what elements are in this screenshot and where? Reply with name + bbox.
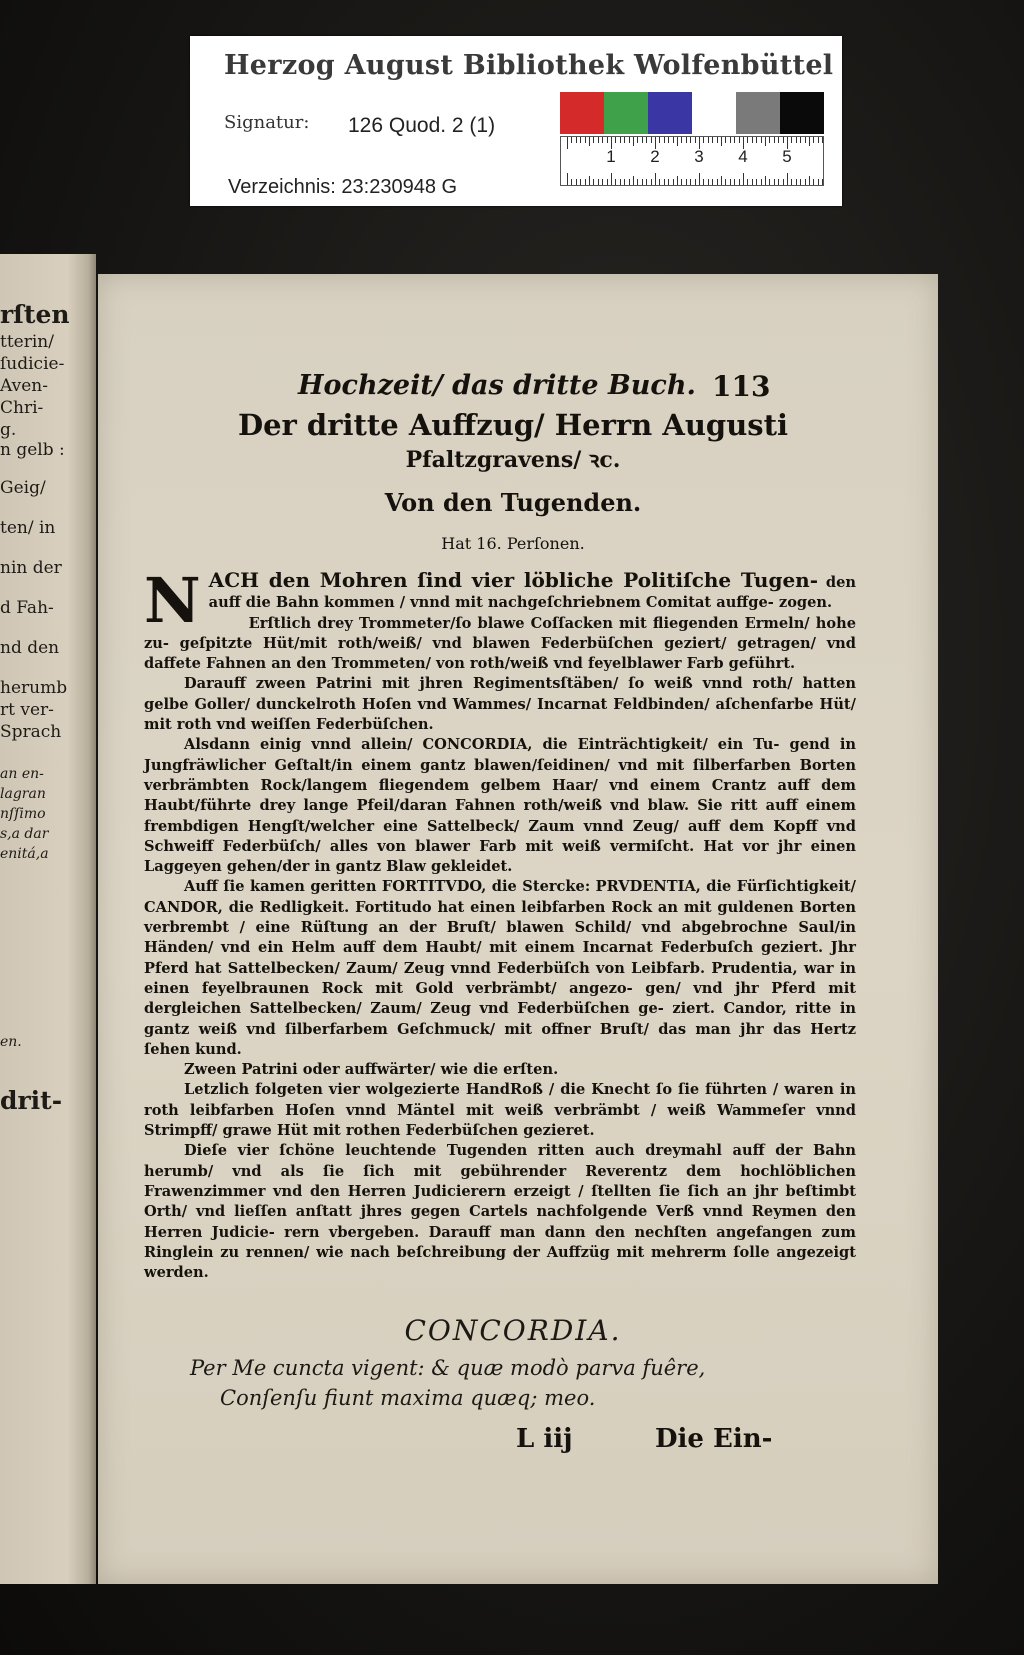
ruler-tick: [585, 137, 586, 143]
ruler-tick: [620, 137, 621, 143]
ruler-tick: [818, 137, 819, 143]
ruler-tick: [585, 179, 586, 185]
ruler-tick: [708, 179, 709, 185]
ruler-tick: [752, 179, 753, 185]
left-page-line: ten/ in: [0, 518, 56, 538]
running-head: Hochzeit/ das dritte Buch.: [298, 370, 696, 401]
left-page-line: herumb: [0, 678, 68, 698]
ruler-tick: [686, 137, 687, 143]
left-page-line: Chri-: [0, 398, 44, 418]
signature-mark: L iij: [516, 1424, 573, 1454]
ruler-tick: [822, 137, 823, 143]
catalog-line: [228, 176, 457, 199]
ruler-tick: [730, 179, 731, 185]
verse-line: Conſenſu fiunt maxima quæq; meo.: [220, 1386, 596, 1410]
ruler-tick: [734, 179, 735, 185]
ruler-tick: [712, 179, 713, 185]
ruler-number: 4: [738, 147, 748, 166]
ruler-tick: [668, 179, 669, 185]
ruler-tick: [743, 173, 744, 185]
section-title-line-2: Pfaltzgravens/ ꝛc.: [405, 447, 621, 473]
ruler-tick: [637, 137, 638, 143]
ruler-tick: [642, 137, 643, 143]
ruler-tick: [761, 137, 762, 143]
ruler-tick: [717, 179, 718, 185]
ruler-tick: [571, 179, 572, 185]
page-number: 113: [712, 370, 771, 403]
left-page-line: ſudicie-: [0, 354, 65, 374]
ruler-tick: [651, 137, 652, 143]
ruler-tick: [624, 137, 625, 143]
ruler-tick: [809, 137, 810, 146]
ruler-tick: [774, 179, 775, 185]
ruler-tick: [642, 179, 643, 185]
left-page-line: Sprach: [0, 722, 62, 742]
ruler-tick: [593, 137, 594, 143]
ruler-tick: [787, 173, 788, 185]
ruler-tick: [664, 137, 665, 143]
left-page-line: Aven-: [0, 376, 48, 396]
left-page-line: an en-: [0, 766, 44, 782]
ruler-tick: [813, 137, 814, 143]
catalog-label: Verzeichnis:: [228, 176, 336, 198]
ruler-tick: [607, 137, 608, 143]
decorated-initial: N: [144, 564, 201, 637]
ruler-tick: [752, 137, 753, 143]
ruler-tick: [717, 137, 718, 143]
ruler-tick: [589, 176, 590, 185]
ruler-tick: [681, 137, 682, 143]
ruler-tick: [629, 137, 630, 143]
ruler-tick: [598, 179, 599, 185]
ruler-tick: [778, 179, 779, 185]
ruler-tick: [589, 137, 590, 146]
ruler-tick: [611, 173, 612, 185]
ruler-tick: [739, 179, 740, 185]
ruler-tick: [571, 137, 572, 143]
ruler-tick: [796, 137, 797, 143]
catchword: Die Ein-: [655, 1424, 773, 1454]
ruler-tick: [800, 179, 801, 185]
ruler-tick: [818, 179, 819, 185]
ruler-tick: [598, 137, 599, 143]
ruler-tick: [805, 137, 806, 143]
left-facing-page: [0, 254, 96, 1584]
left-page-line: drit-: [0, 1086, 63, 1115]
catalog-value: 23:230948 G: [341, 176, 458, 198]
ruler-tick: [633, 176, 634, 185]
ruler-tick: [725, 137, 726, 143]
ruler-tick: [580, 137, 581, 143]
left-page-line: nd den: [0, 638, 60, 658]
ruler-tick: [668, 137, 669, 143]
paragraph: Zween Patrini oder auffwärter/ wie die erſten.: [184, 1061, 559, 1079]
verse-line: Per Me cuncta vigent: & quæ modò parva fuêre,: [190, 1356, 706, 1380]
ruler-tick: [791, 137, 792, 143]
paragraph: Auff ſie kamen geritten FORTITVDO, die Stercke: PRVDENTIA, die Fürſichtigkeit/ CANDOR, die Redligkeit. Fortitudo hat einen leibfarben Rock an mit guldenen Borten verbrembt / eine Rüſtung an der Bruſt/ blawen Schild/ vnd abgebrochne Saul/in Händen/ vnd ein Helm auff dem Haubt/ mit einem Incarnat Federbuſch geziert. Jhr Pferd hat Sattelbecken/ Zaum/ Zeug vnnd Federbüſch von Leibfarb. Prudentia, war in einen feyelbraunen Rock mit Gold verbrämbt/ angezo- gen/ vnd jhr Pferd mit dergleichen Sattelbecken/ Zaum/ Zeug vnd Federbüſchen ge- ziert. Candor, ritte in gantz weiß vnd ſilberfarbem Geſchmuck/ mit offner Bruſt/ das man jhr das Hertz ſehen kund.: [144, 878, 856, 1058]
signature-label: Signatur:: [224, 112, 310, 133]
ruler-tick: [673, 179, 674, 185]
ruler-tick: [813, 179, 814, 185]
left-page-line: Geig/: [0, 478, 46, 498]
ruler-tick: [805, 179, 806, 185]
ruler-tick: [800, 137, 801, 143]
ruler-tick: [695, 179, 696, 185]
color-patch-blue: [648, 92, 692, 134]
paragraph: Letzlich folgeten vier wolgezierte HandRoß / die Knecht ſo ſie führten / waren in roth leibfarben Hoſen vnnd Mäntel mit weiß verbrämbt / weiß Wammeſer vnnd Strimpff/ grawe Hüt mit rothen Federbüſchen gezieret.: [144, 1081, 856, 1140]
paragraph: Alsdann einig vnnd allein/ CONCORDIA, die Einträchtigkeit/ ein Tu- gend in Jungfräwlicher Geſtalt/in einem gantz blawen/ſeidinen/ vnd mit ſilberfarben Borten verbrämbten Rock/langem fliegendem gelbem Haar/ vnd einem Crantz auff dem Haubt/führte drey lange Pfeil/daran Fahnen roth/weiß vnd blaw. Sie ritt auff einem frembdigen Hengſt/welcher eine Sattelbeck/ Zaum vnnd Zeug/ auff dem Kopff vnd Schweiff Federbüſch/ alles von blawer Farb mit weiß vermiſcht. Hat vor jhr einen Laggeyen gehen/der in gantz Blaw gekleidet.: [144, 736, 856, 876]
ruler-tick: [756, 179, 757, 185]
ruler-tick: [822, 179, 823, 185]
ruler-tick: [615, 137, 616, 143]
ruler-tick: [651, 179, 652, 185]
ruler-tick: [778, 137, 779, 143]
signature-value: 126 Quod. 2 (1): [348, 114, 496, 137]
ruler-tick: [703, 137, 704, 143]
ruler-number: 5: [782, 147, 792, 166]
left-page-line: n gelb :: [0, 440, 65, 460]
ruler-tick: [646, 137, 647, 143]
ruler-tick: [708, 137, 709, 143]
color-calibration-strip: [560, 92, 824, 134]
ruler-tick: [690, 179, 691, 185]
ruler-tick: [567, 173, 568, 185]
ruler-tick: [747, 179, 748, 185]
ruler-number: 3: [694, 147, 704, 166]
paragraph: Darauff zween Patrini mit jhren Regimentsſtäben/ ſo weiß vnnd roth/ hatten gelbe Goller/ dunckelroth Hoſen vnd Wammes/ Incarnat Feldbinden/ aſchenfarbe Hüt/ mit roth vnd weiſſen Federbüſchen.: [144, 675, 856, 734]
ruler-tick: [774, 137, 775, 143]
ruler-tick: [747, 137, 748, 143]
left-page-line: enitá,a: [0, 846, 49, 862]
left-page-line: d Fah-: [0, 598, 54, 618]
ruler-tick: [624, 179, 625, 185]
paragraph: Erſtlich drey Trommeter/ſo blawe Coſſacken mit fliegenden Ermeln/ hohe zu- geſpitzte Hüt/mit roth/weiß/ vnd blawen Federbüſchen geziert/ getragen/ vnd daffete Fahnen an den Trommeten/ von roth/weiß vnd feyelblawer Farb geführt.: [144, 614, 856, 673]
ruler-tick: [783, 179, 784, 185]
ruler-tick: [739, 137, 740, 143]
ruler-tick: [730, 137, 731, 143]
ruler-tick: [681, 179, 682, 185]
ruler-number: 2: [650, 147, 660, 166]
ruler-tick: [695, 137, 696, 143]
ruler-tick: [576, 179, 577, 185]
color-patch-white: [692, 92, 736, 134]
ruler-tick: [756, 137, 757, 143]
library-name: Herzog August Bibliothek Wolfenbüttel: [224, 50, 834, 81]
ruler-number: 1: [606, 147, 616, 166]
ruler-tick: [659, 137, 660, 143]
ruler-tick: [637, 179, 638, 185]
paragraph-1-rest: den auff die Bahn kommen / vnnd mit nachgeſchriebnem Comitat auffge- zogen.: [208, 574, 856, 612]
color-patch-green: [604, 92, 648, 134]
ruler-tick: [703, 179, 704, 185]
paragraph: [144, 564, 856, 637]
ruler-tick: [791, 179, 792, 185]
ruler-tick: [673, 137, 674, 143]
main-page: [98, 274, 938, 1584]
left-page-line: s,a dar: [0, 826, 49, 842]
ruler-tick: [629, 179, 630, 185]
ruler-tick: [633, 137, 634, 146]
ruler-tick: [734, 137, 735, 143]
ruler-tick: [593, 179, 594, 185]
section-title: Der dritte Auffzug/ Herrn Augusti: [237, 408, 789, 442]
ruler-tick: [567, 137, 568, 149]
paragraph: Dieſe vier ſchöne leuchtende Tugenden ritten auch dreymahl auff der Bahn herumb/ vnd als ſie ſich mit gebührender Reverentz dem hochlöblichen Frawenzimmer vnd den Herren Judicierern erzeigt / ſtellten ſie ſich an jhr beſtimbt Orth/ vnd lieſſen anſtatt jhres gegen Cartels nachfolgende Verß vnnd Reymen den Herren Judicie- rern vbergeben. Darauff man dann den nechſten angefangen zum Ringlein zu rennen/ wie nach beſchreibung der Auffzüg mit mehrerm ſolle angezeigt werden.: [144, 1142, 856, 1282]
color-patch-red: [560, 92, 604, 134]
left-page-line: lagran: [0, 786, 46, 802]
color-patch-black: [780, 92, 824, 134]
poem-title: CONCORDIA.: [404, 1314, 622, 1347]
left-page-line: g.: [0, 420, 17, 440]
ruler-tick: [677, 176, 678, 185]
color-patch-gray: [736, 92, 780, 134]
first-line-emphasis: ACH den Mohren ſind vier löbliche Politiſche Tugen-: [208, 568, 819, 592]
ruler-tick: [646, 179, 647, 185]
body-text: [144, 564, 856, 1283]
ruler-tick: [602, 179, 603, 185]
ruler-tick: [686, 179, 687, 185]
ruler-tick: [664, 179, 665, 185]
left-page-line: tterin/: [0, 332, 54, 352]
ruler-tick: [769, 179, 770, 185]
ruler-tick: [690, 137, 691, 143]
ruler-tick: [576, 137, 577, 143]
persons-count: Hat 16. Perſonen.: [441, 534, 585, 553]
ruler-tick: [699, 173, 700, 185]
ruler-tick: [712, 137, 713, 143]
ruler-tick: [615, 179, 616, 185]
ruler-tick: [580, 179, 581, 185]
ruler-tick: [725, 179, 726, 185]
ruler-tick: [796, 179, 797, 185]
ruler-tick: [769, 137, 770, 143]
ruler-tick: [655, 173, 656, 185]
ruler-tick: [620, 179, 621, 185]
ruler-tick: [783, 137, 784, 143]
ruler-tick: [765, 176, 766, 185]
ruler-tick: [761, 179, 762, 185]
ruler-tick: [765, 137, 766, 146]
ruler-tick: [809, 176, 810, 185]
reference-card: [190, 36, 842, 206]
ruler-tick: [721, 137, 722, 146]
left-page-line: nin der: [0, 558, 62, 578]
left-page-line: nſſimo: [0, 806, 46, 822]
ruler-tick: [677, 137, 678, 146]
measurement-ruler: [560, 136, 824, 186]
left-page-line: rſten: [0, 300, 70, 329]
ruler-tick: [659, 179, 660, 185]
section-subtitle: Von den Tugenden.: [384, 488, 642, 517]
ruler-tick: [602, 137, 603, 143]
left-page-line: rt ver-: [0, 700, 54, 720]
left-page-line: en.: [0, 1034, 22, 1050]
ruler-tick: [721, 176, 722, 185]
ruler-tick: [607, 179, 608, 185]
